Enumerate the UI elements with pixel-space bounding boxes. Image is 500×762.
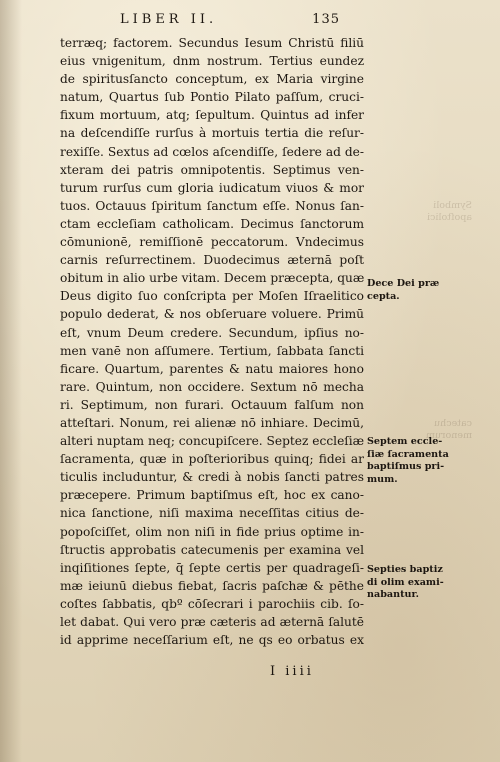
marginal-note-ten-commandments xyxy=(367,278,485,303)
text-line: natum, Quartus ſub Pontio Pilato paſſum, cruci- xyxy=(60,90,364,105)
text-line: rare. Quintum, non occidere. Sextum nō mecha xyxy=(60,379,364,394)
page-number: 135 xyxy=(312,12,340,27)
main-text-block xyxy=(60,34,364,649)
text-line: eſt, vnum Deum credere. Secundum, ipſius no- xyxy=(60,325,364,340)
running-title: LIBER II. xyxy=(120,12,218,27)
text-line: nica ſanctione, niſi maxima neceſſitas citius de- xyxy=(60,506,364,521)
text-line: fixum mortuum, atq; ſepultum. Quintus ad infer xyxy=(60,108,364,123)
text-line: popoſciſſet, olim non niſi in fide prius optime in- xyxy=(60,524,364,539)
marginal-note-line: baptiſmus pri- xyxy=(367,461,445,472)
text-line: ri. Septimum, non furari. Octauum falſum non xyxy=(60,397,364,412)
gutter-shadow xyxy=(0,0,22,762)
text-line: ſacramenta, quæ in poſterioribus quinq; fidei ar xyxy=(60,452,364,467)
text-line: men vanē non aſſumere. Tertium, ſabbata ſancti xyxy=(60,343,364,358)
bleed-through-line: menorum xyxy=(425,430,472,441)
marginal-note-line: Dece Dei præ xyxy=(367,278,440,289)
text-line: alteri nuptam neq; concupiſcere. Septez eccleſiæ xyxy=(60,434,364,449)
text-line: obitum in alio urbe vitam. Decem præcepta, quæ xyxy=(60,271,364,286)
text-line: na deſcendiſſe rurſus à mortuis tertia die reſur- xyxy=(60,126,364,141)
marginal-note-seven-sacraments xyxy=(367,436,485,486)
text-line: mæ ieiunū diebus fiebat, ſacris paſchæ & pēthe xyxy=(60,578,364,593)
bleed-through-line: catechu xyxy=(434,418,472,429)
text-line: eius vnigenitum, dnm nostrum. Tertius eundez xyxy=(60,54,364,69)
text-line: inqiſitiones ſepte, q̄ ſepte certis per quadrageſi- xyxy=(60,560,364,575)
marginal-note-line: Septies baptiz xyxy=(367,564,443,575)
text-line: carnis reſurrectinem. Duodecimus æternā poſt xyxy=(60,253,364,268)
text-line: cōmunionē, remiſſionē peccatorum. Vndecimus xyxy=(60,235,364,250)
signature-mark: I iiii xyxy=(270,664,314,679)
text-line: rexiſſe. Sextus ad cœlos aſcendiſſe, ſedere ad de- xyxy=(60,144,364,159)
text-line: atteſtari. Nonum, rei alienæ nō inhiare. Decimū, xyxy=(60,415,364,430)
text-line: de spiritusſancto conceptum, ex Maria virgine xyxy=(60,72,364,87)
text-line: ſtructis approbatis catecumenis per examina vel xyxy=(60,542,364,557)
text-line: xteram dei patris omnipotentis. Septimus ven- xyxy=(60,162,364,177)
text-line: let dabat. Qui vero præ cæteris ad æternā ſalutē xyxy=(60,615,364,629)
text-line: id apprime neceſſarium eſt, ne qs eo orbatus ex xyxy=(60,633,364,648)
bleed-through-text xyxy=(372,200,472,224)
bleed-through-line: apoſtolici xyxy=(427,212,472,223)
bleed-through-line: Symboli xyxy=(433,200,472,211)
marginal-note-line: nabantur. xyxy=(367,589,420,600)
text-line: turum rurſus cum gloria iudicatum viuos & mor xyxy=(60,180,364,195)
marginal-note-line: di olim exami- xyxy=(367,576,444,588)
text-line: ctam eccleſiam catholicam. Decimus ſanctorum xyxy=(60,216,364,231)
running-head xyxy=(100,12,340,30)
text-line: ficare. Quartum, parentes & natu maiores hono xyxy=(60,361,364,376)
text-line: ticulis includuntur, & credi à nobis ſancti patres xyxy=(60,470,364,485)
text-line: præcepere. Primum baptiſmus eſt, hoc ex cano- xyxy=(60,488,364,503)
marginal-note-line: ſiæ ſacramenta xyxy=(367,448,449,460)
text-line: Deus digito ſuo conſcripta per Moſen Iſraelitico xyxy=(60,289,364,304)
marginal-note-baptism-exams xyxy=(367,564,485,602)
text-line: populo dederat, & nos obſeruare voluere. Primū xyxy=(60,307,364,322)
marginal-note-line: mum. xyxy=(367,473,398,485)
marginal-note-line: cepta. xyxy=(367,290,400,302)
text-line: coſtes ſabbatis, qbº cōſecrari i parochiis cib. ſo- xyxy=(60,596,364,611)
text-line: tuos. Octauus ſpiritum ſanctum eſſe. Nonus ſan- xyxy=(60,198,364,213)
marginal-note-line: Septem eccle- xyxy=(367,436,443,447)
text-line: terræq; factorem. Secundus Iesum Christū filiū xyxy=(60,36,364,50)
